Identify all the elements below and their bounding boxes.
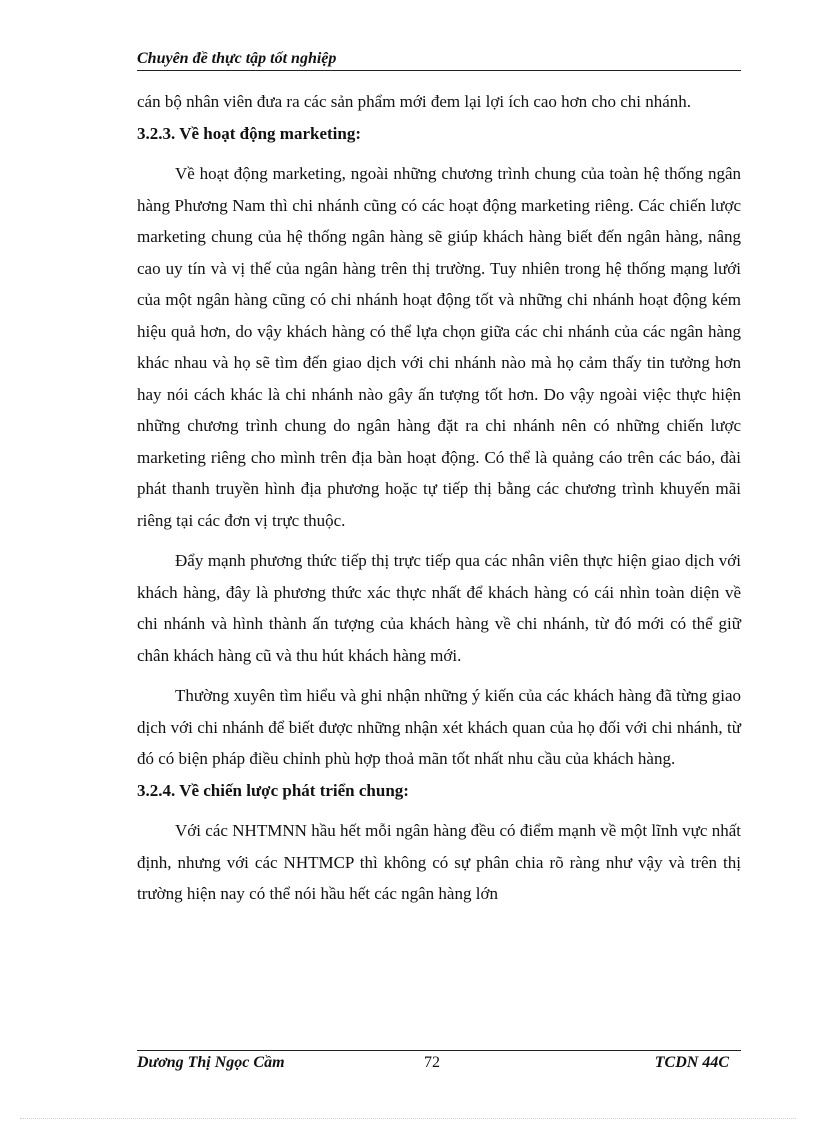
paragraph: Thường xuyên tìm hiểu và ghi nhận những ý kiến của các khách hàng đã từng giao dịch với chi nhánh để biết được những nhận xét khách quan của họ đối với chi nhánh, từ đó có biện pháp điều chỉnh phù hợp thoả mãn tốt nhất nhu cầu của khách hàng. [137, 686, 741, 768]
spacer [137, 536, 741, 545]
footer-author: Dương Thị Ngọc Cầm [137, 1054, 285, 1071]
paragraph: Với các NHTMNN hầu hết mỗi ngân hàng đều có điểm mạnh về một lĩnh vực nhất định, nhưng với các NHTMCP thì không có sự phân chia rõ ràng như vậy và trên thị trường hiện nay có thể nói hầu hết các ngân hàng lớn [137, 821, 741, 903]
section-heading-3-2-3: 3.2.3. Về hoạt động marketing: [137, 123, 361, 143]
spacer [137, 806, 741, 815]
paragraph: cán bộ nhân viên đưa ra các sản phẩm mới đem lại lợi ích cao hơn cho chi nhánh. [137, 92, 692, 111]
spacer [137, 149, 741, 158]
page-footer [137, 1054, 741, 1076]
document-body [137, 86, 741, 910]
page-number: 72 [424, 1054, 440, 1071]
footer-rule [137, 1050, 741, 1051]
page-header-title: Chuyên đề thực tập tốt nghiệp [137, 50, 337, 67]
footer-class-code: TCDN 44C [654, 1054, 729, 1071]
section-heading-3-2-4: 3.2.4. Về chiến lược phát triển chung: [137, 780, 409, 800]
header-rule [137, 70, 741, 71]
spacer [137, 671, 741, 680]
paragraph: Đẩy mạnh phương thức tiếp thị trực tiếp qua các nhân viên thực hiện giao dịch với khách hàng, đây là phương thức xác thực nhất để khách hàng có cái nhìn toàn diện về chi nhánh và hình thành ấn tượng của khách hàng về chi nhánh, từ đó mới có thể giữ chân khách hàng cũ và thu hút khách hàng mới. [137, 551, 741, 665]
paragraph: Về hoạt động marketing, ngoài những chương trình chung của toàn hệ thống ngân hàng Phương Nam thì chi nhánh cũng có các hoạt động marketing riêng. Các chiến lược marketing chung của hệ thống ngân hàng sẽ giúp khách hàng biết đến ngân hàng, nâng cao uy tín và vị thế của ngân hàng trên thị trường. Tuy nhiên trong hệ thống mạng lưới của một ngân hàng cũng có chi nhánh hoạt động tốt và những chi nhánh hoạt động kém hiệu quả hơn, do vậy khách hàng có thể lựa chọn giữa các chi nhánh của các ngân hàng khác nhau và họ sẽ tìm đến giao dịch với chi nhánh nào mà họ cảm thấy tin tưởng hơn hay nói cách khác là chi nhánh nào gây ấn tượng tốt hơn. Do vậy ngoài việc thực hiện những chương trình chung do ngân hàng đặt ra chi nhánh nên có những chiến lược marketing riêng cho mình trên địa bàn hoạt động. Có thể là quảng cáo trên các báo, đài phát thanh truyền hình địa phương hoặc tự tiếp thị bằng các chương trình khuyến mãi riêng tại các đơn vị trực thuộc. [137, 164, 741, 530]
page-edge-dotted-line [20, 1118, 796, 1119]
